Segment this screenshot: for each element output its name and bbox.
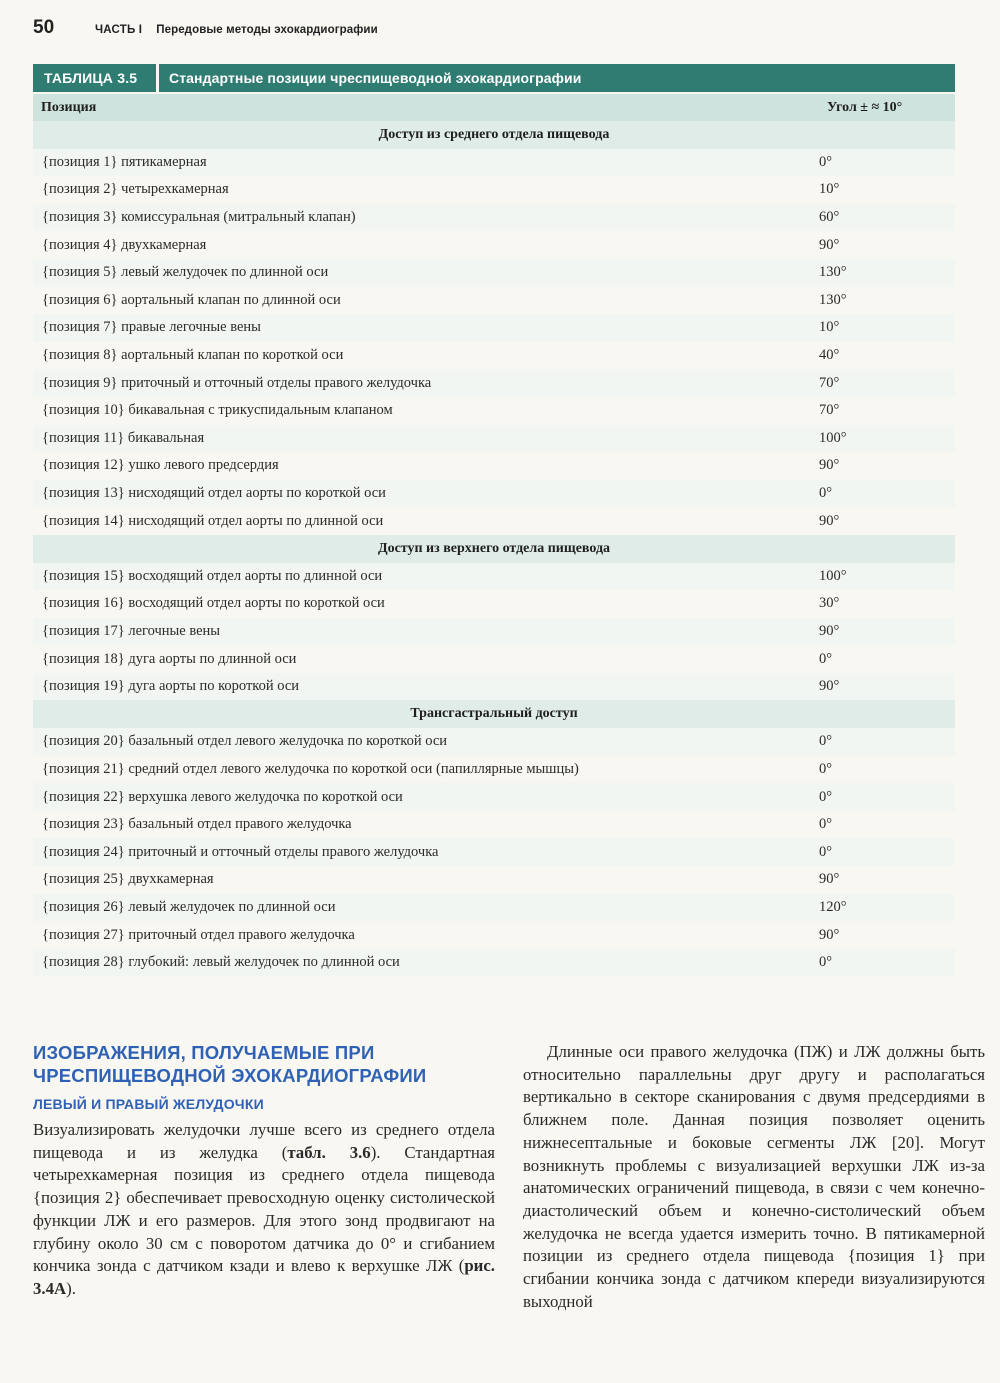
table-row [33, 618, 955, 646]
table-row [33, 452, 955, 480]
angle-cell: 40° [819, 347, 840, 364]
table-group-header: Доступ из среднего отдела пищевода [33, 121, 955, 149]
table-row [33, 756, 955, 784]
table-row [33, 838, 955, 866]
figure-reference: рис. 3.4А [33, 1256, 495, 1298]
angle-cell: 90° [819, 457, 840, 474]
table-row [33, 563, 955, 591]
position-cell: {позиция 4} двухкамерная [42, 236, 207, 253]
section-subheading: ЛЕВЫЙ И ПРАВЫЙ ЖЕЛУДОЧКИ [33, 1096, 264, 1112]
position-cell: {позиция 1} пятикамерная [42, 153, 207, 170]
angle-cell: 0° [819, 788, 833, 805]
table-row [33, 397, 955, 425]
table-body [33, 121, 955, 976]
angle-cell: 10° [819, 319, 840, 336]
table-caption-bar [33, 64, 955, 92]
page-number: 50 [33, 17, 55, 38]
table-row [33, 314, 955, 342]
table-header-row [33, 94, 955, 121]
table-row [33, 811, 955, 839]
running-section-title: Передовые методы эхокардиографии [156, 24, 378, 36]
position-cell: {позиция 27} приточный отдел правого желудочка [42, 926, 355, 943]
position-cell: {позиция 7} правые легочные вены [42, 319, 261, 336]
position-cell: {позиция 21} средний отдел левого желудочка по короткой оси (папиллярные мышцы) [42, 760, 579, 777]
angle-cell: 90° [819, 236, 840, 253]
table-row [33, 894, 955, 922]
table-group-header: Трансгастральный доступ [33, 700, 955, 728]
angle-cell: 0° [819, 733, 833, 750]
left-paragraph [33, 1119, 495, 1301]
position-cell: {позиция 25} двухкамерная [42, 871, 214, 888]
angle-cell: 90° [819, 622, 840, 639]
table-row [33, 590, 955, 618]
angle-cell: 0° [819, 760, 833, 777]
table-row [33, 866, 955, 894]
section-heading: ИЗОБРАЖЕНИЯ, ПОЛУЧАЕМЫЕ ПРИ ЧРЕСПИЩЕВОДНОЙ ЭХОКАРДИОГРАФИИ [33, 1042, 427, 1086]
table-row [33, 425, 955, 453]
table-row [33, 921, 955, 949]
table-row [33, 231, 955, 259]
position-cell: {позиция 16} восходящий отдел аорты по короткой оси [42, 595, 385, 612]
position-cell: {позиция 14} нисходящий отдел аорты по длинной оси [42, 512, 384, 529]
position-cell: {позиция 18} дуга аорты по длинной оси [42, 650, 297, 667]
table-label: ТАБЛИЦА 3.5 [44, 70, 138, 86]
position-cell: {позиция 20} базальный отдел левого желудочка по короткой оси [42, 733, 448, 750]
angle-cell: 130° [819, 264, 847, 281]
position-cell: {позиция 6} аортальный клапан по длинной оси [42, 291, 341, 308]
table-row [33, 149, 955, 177]
table-group-rows [33, 728, 955, 976]
table-group-rows [33, 149, 955, 535]
table-row [33, 259, 955, 287]
part-label: ЧАСТЬ I [95, 24, 143, 36]
position-cell: {позиция 3} комиссуральная (митральный клапан) [42, 209, 356, 226]
position-cell: {позиция 24} приточный и отточный отделы правого желудочка [42, 843, 439, 860]
position-cell: {позиция 26} левый желудочек по длинной оси [42, 898, 336, 915]
table-row [33, 507, 955, 535]
table-row [33, 204, 955, 232]
table-row [33, 783, 955, 811]
position-cell: {позиция 11} бикавальная [42, 429, 205, 446]
position-cell: {позиция 23} базальный отдел правого желудочка [42, 816, 352, 833]
table-row [33, 728, 955, 756]
angle-cell: 90° [819, 871, 840, 888]
angle-cell: 70° [819, 402, 840, 419]
table-row [33, 673, 955, 701]
angle-cell: 0° [819, 153, 833, 170]
table-row [33, 949, 955, 977]
angle-cell: 100° [819, 429, 847, 446]
angle-cell: 0° [819, 650, 833, 667]
column-header-position: Позиция [41, 99, 97, 115]
angle-cell: 0° [819, 485, 833, 502]
left-paragraph-text: Визуализировать желудочки лучше всего из среднего отдела пищевода и из желудка ( [33, 1120, 495, 1162]
angle-cell: 120° [819, 898, 847, 915]
angle-cell: 0° [819, 843, 833, 860]
position-cell: {позиция 28} глубокий: левый желудочек по длинной оси [42, 954, 400, 971]
angle-cell: 90° [819, 512, 840, 529]
left-paragraph-text: ). Стандартная четырехкамерная позиция из среднего отдела пищевода {позиция 2} обеспечивает превосходную оценку систолической функции ЛЖ и его размеров. Для этого зонд продвигают на глубину около 30 см с поворотом датчика до 0° и сгибанием кончика зонда с датчиком кзади и влево к верхушке ЛЖ ( [33, 1142, 495, 1276]
table-row [33, 176, 955, 204]
position-cell: {позиция 10} бикавальная с трикуспидальным клапаном [42, 402, 393, 419]
left-column [33, 1041, 495, 1301]
angle-cell: 130° [819, 291, 847, 308]
angle-cell: 70° [819, 374, 840, 391]
angle-cell: 100° [819, 567, 847, 584]
position-cell: {позиция 15} восходящий отдел аорты по длинной оси [42, 567, 383, 584]
left-paragraph-text: ). [66, 1278, 76, 1298]
position-cell: {позиция 8} аортальный клапан по короткой оси [42, 347, 344, 364]
table-row [33, 342, 955, 370]
table-group-rows [33, 563, 955, 701]
position-cell: {позиция 22} верхушка левого желудочка по короткой оси [42, 788, 403, 805]
position-cell: {позиция 19} дуга аорты по короткой оси [42, 678, 300, 695]
table-row [33, 480, 955, 508]
table-group-header: Доступ из верхнего отдела пищевода [33, 535, 955, 563]
table-row [33, 287, 955, 315]
right-paragraph: Длинные оси правого желудочка (ПЖ) и ЛЖ должны быть относительно параллельны друг другу и располагаться вертикально в секторе сканирования с двумя предсердиями в ближнем поле. Данная позиция позволяет оценить нижнесептальные и боковые сегменты ЛЖ [20]. Могут возникнуть проблемы с визуализацией верхушки ЛЖ из-за анатомических ограничений пищевода, в связи с чем конечно-диастолический объем и конечно-систолический объем желудочка не всегда удается измерить точно. В пятикамерной позиции из среднего отдела пищевода {позиция 1} при сгибании кончика зонда с датчиком кпереди визуализируются выходной [523, 1042, 985, 1311]
position-cell: {позиция 13} нисходящий отдел аорты по короткой оси [42, 485, 386, 502]
running-header [33, 17, 973, 41]
angle-cell: 0° [819, 954, 833, 971]
table-row [33, 369, 955, 397]
angle-cell: 0° [819, 816, 833, 833]
angle-cell: 90° [819, 678, 840, 695]
angle-cell: 90° [819, 926, 840, 943]
position-cell: {позиция 5} левый желудочек по длинной оси [42, 264, 329, 281]
position-cell: {позиция 2} четырехкамерная [42, 181, 229, 198]
table-row [33, 645, 955, 673]
table-title: Стандартные позиции чреспищеводной эхокардиографии [169, 70, 582, 86]
angle-cell: 60° [819, 209, 840, 226]
position-cell: {позиция 12} ушко левого предсердия [42, 457, 279, 474]
angle-cell: 10° [819, 181, 840, 198]
position-cell: {позиция 17} легочные вены [42, 622, 221, 639]
angle-cell: 30° [819, 595, 840, 612]
column-header-angle: Угол ± ≈ 10° [827, 99, 903, 115]
right-column [523, 1041, 985, 1313]
position-cell: {позиция 9} приточный и отточный отделы правого желудочка [42, 374, 432, 391]
table-reference: табл. 3.6 [287, 1142, 371, 1162]
